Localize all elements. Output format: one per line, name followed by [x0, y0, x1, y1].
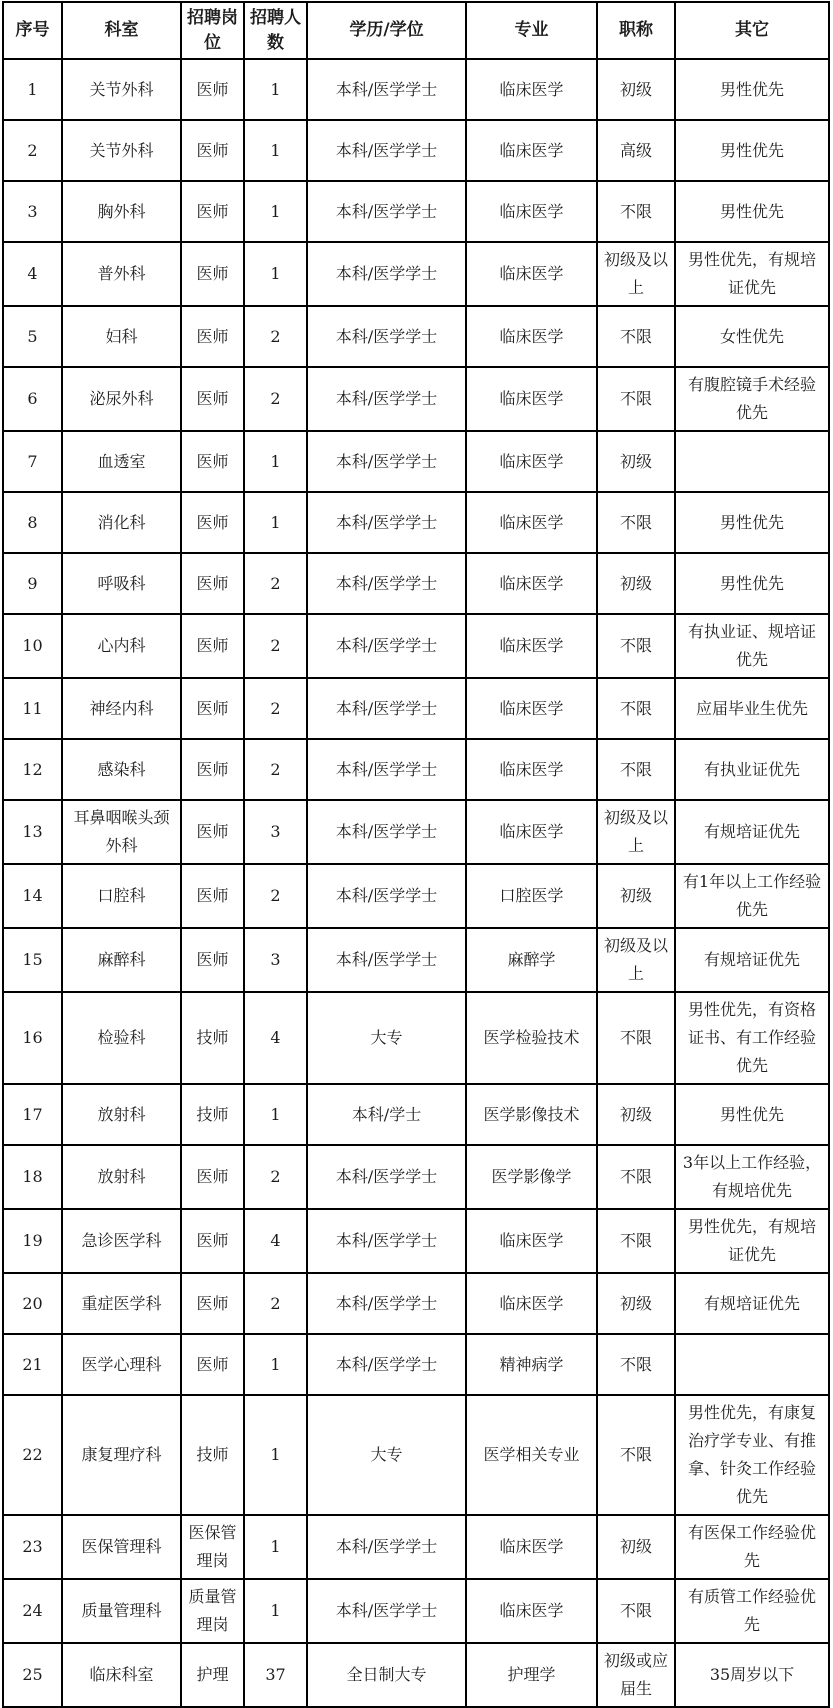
cell-other [675, 431, 829, 492]
cell-serial-no: 9 [3, 553, 62, 614]
cell-major: 临床医学 [466, 306, 597, 367]
cell-education: 本科/医学学士 [307, 864, 466, 928]
cell-education: 大专 [307, 1395, 466, 1515]
cell-position: 医师 [181, 739, 244, 800]
cell-serial-no: 5 [3, 306, 62, 367]
cell-headcount: 1 [244, 431, 307, 492]
cell-serial-no: 2 [3, 120, 62, 181]
cell-title: 不限 [597, 181, 675, 242]
cell-major: 精神病学 [466, 1334, 597, 1395]
cell-other: 男性优先 [675, 181, 829, 242]
cell-title: 初级 [597, 553, 675, 614]
cell-title: 不限 [597, 492, 675, 553]
cell-serial-no: 3 [3, 181, 62, 242]
cell-headcount: 1 [244, 1084, 307, 1145]
cell-position: 医师 [181, 59, 244, 120]
cell-position: 医师 [181, 367, 244, 431]
header-cell-serial-no: 序号 [3, 2, 62, 59]
cell-headcount: 2 [244, 1273, 307, 1334]
cell-department: 放射科 [62, 1084, 181, 1145]
cell-other [675, 1334, 829, 1395]
cell-headcount: 1 [244, 1579, 307, 1643]
cell-serial-no: 14 [3, 864, 62, 928]
cell-department: 胸外科 [62, 181, 181, 242]
cell-headcount: 3 [244, 800, 307, 864]
cell-department: 重症医学科 [62, 1273, 181, 1334]
cell-department: 呼吸科 [62, 553, 181, 614]
table-row [3, 181, 829, 242]
cell-other: 女性优先 [675, 306, 829, 367]
cell-headcount: 2 [244, 739, 307, 800]
cell-title: 初级 [597, 1084, 675, 1145]
cell-major: 医学相关专业 [466, 1395, 597, 1515]
table-row [3, 242, 829, 306]
cell-position: 医师 [181, 928, 244, 992]
cell-title: 初级 [597, 59, 675, 120]
cell-headcount: 4 [244, 992, 307, 1084]
cell-serial-no: 13 [3, 800, 62, 864]
header-cell-position: 招聘岗位 [181, 2, 244, 59]
cell-other: 男性优先，有资格证书、有工作经验优先 [675, 992, 829, 1084]
cell-serial-no: 22 [3, 1395, 62, 1515]
cell-major: 临床医学 [466, 431, 597, 492]
cell-headcount: 1 [244, 492, 307, 553]
cell-position: 技师 [181, 1395, 244, 1515]
cell-major: 临床医学 [466, 120, 597, 181]
cell-position: 医保管理岗 [181, 1515, 244, 1579]
cell-other: 有规培证优先 [675, 800, 829, 864]
cell-title: 初级及以上 [597, 928, 675, 992]
cell-position: 医师 [181, 864, 244, 928]
cell-department: 心内科 [62, 614, 181, 678]
cell-headcount: 2 [244, 306, 307, 367]
cell-education: 全日制大专 [307, 1643, 466, 1707]
cell-position: 医师 [181, 614, 244, 678]
cell-position: 质量管理岗 [181, 1579, 244, 1643]
cell-department: 泌尿外科 [62, 367, 181, 431]
cell-other: 男性优先，有规培证优先 [675, 242, 829, 306]
cell-education: 本科/医学学士 [307, 800, 466, 864]
cell-other: 应届毕业生优先 [675, 678, 829, 739]
cell-education: 本科/医学学士 [307, 1145, 466, 1209]
header-row [3, 2, 829, 59]
cell-position: 医师 [181, 553, 244, 614]
cell-title: 初级 [597, 1515, 675, 1579]
cell-education: 本科/医学学士 [307, 739, 466, 800]
cell-headcount: 1 [244, 1334, 307, 1395]
cell-department: 检验科 [62, 992, 181, 1084]
table-row [3, 992, 829, 1084]
cell-title: 不限 [597, 992, 675, 1084]
table-row [3, 1273, 829, 1334]
cell-other: 3年以上工作经验，有规培优先 [675, 1145, 829, 1209]
table-row [3, 431, 829, 492]
cell-title: 不限 [597, 1395, 675, 1515]
cell-major: 临床医学 [466, 1579, 597, 1643]
cell-department: 医保管理科 [62, 1515, 181, 1579]
cell-serial-no: 11 [3, 678, 62, 739]
cell-department: 关节外科 [62, 59, 181, 120]
cell-major: 临床医学 [466, 800, 597, 864]
cell-headcount: 2 [244, 864, 307, 928]
cell-major: 临床医学 [466, 678, 597, 739]
table-row [3, 1643, 829, 1707]
cell-education: 本科/医学学士 [307, 1273, 466, 1334]
cell-major: 临床医学 [466, 1515, 597, 1579]
cell-position: 医师 [181, 1145, 244, 1209]
cell-department: 临床科室 [62, 1643, 181, 1707]
cell-education: 本科/医学学士 [307, 1579, 466, 1643]
cell-serial-no: 20 [3, 1273, 62, 1334]
table-row [3, 800, 829, 864]
header-cell-title: 职称 [597, 2, 675, 59]
table-row [3, 59, 829, 120]
table-row [3, 1084, 829, 1145]
table-row [3, 492, 829, 553]
cell-headcount: 1 [244, 1395, 307, 1515]
cell-major: 护理学 [466, 1643, 597, 1707]
cell-other: 有执业证、规培证优先 [675, 614, 829, 678]
cell-serial-no: 8 [3, 492, 62, 553]
cell-serial-no: 1 [3, 59, 62, 120]
cell-major: 临床医学 [466, 181, 597, 242]
cell-major: 临床医学 [466, 1209, 597, 1273]
cell-serial-no: 7 [3, 431, 62, 492]
header-cell-department: 科室 [62, 2, 181, 59]
cell-position: 医师 [181, 492, 244, 553]
cell-position: 医师 [181, 800, 244, 864]
cell-department: 关节外科 [62, 120, 181, 181]
cell-department: 神经内科 [62, 678, 181, 739]
cell-other: 男性优先 [675, 492, 829, 553]
cell-title: 不限 [597, 739, 675, 800]
table-row [3, 553, 829, 614]
cell-position: 医师 [181, 1273, 244, 1334]
cell-title: 初级及以上 [597, 242, 675, 306]
cell-other: 有规培证优先 [675, 928, 829, 992]
cell-major: 医学影像学 [466, 1145, 597, 1209]
table-row [3, 367, 829, 431]
cell-major: 医学检验技术 [466, 992, 597, 1084]
cell-serial-no: 10 [3, 614, 62, 678]
header-cell-education: 学历/学位 [307, 2, 466, 59]
cell-education: 本科/医学学士 [307, 678, 466, 739]
cell-headcount: 1 [244, 120, 307, 181]
table-body [3, 59, 829, 1707]
cell-other: 男性优先，有规培证优先 [675, 1209, 829, 1273]
cell-title: 初级 [597, 431, 675, 492]
cell-title: 不限 [597, 1145, 675, 1209]
cell-headcount: 2 [244, 1145, 307, 1209]
cell-headcount: 2 [244, 367, 307, 431]
cell-position: 医师 [181, 306, 244, 367]
cell-serial-no: 6 [3, 367, 62, 431]
cell-serial-no: 21 [3, 1334, 62, 1395]
cell-other: 有规培证优先 [675, 1273, 829, 1334]
cell-position: 医师 [181, 1334, 244, 1395]
cell-department: 麻醉科 [62, 928, 181, 992]
cell-serial-no: 23 [3, 1515, 62, 1579]
cell-other: 男性优先 [675, 553, 829, 614]
cell-major: 临床医学 [466, 242, 597, 306]
cell-major: 临床医学 [466, 59, 597, 120]
cell-position: 医师 [181, 120, 244, 181]
cell-department: 放射科 [62, 1145, 181, 1209]
cell-title: 不限 [597, 614, 675, 678]
cell-major: 麻醉学 [466, 928, 597, 992]
table-row [3, 306, 829, 367]
cell-serial-no: 19 [3, 1209, 62, 1273]
cell-headcount: 3 [244, 928, 307, 992]
cell-education: 大专 [307, 992, 466, 1084]
cell-major: 临床医学 [466, 1273, 597, 1334]
recruitment-table [2, 1, 830, 1708]
cell-headcount: 1 [244, 181, 307, 242]
cell-department: 耳鼻咽喉头颈外科 [62, 800, 181, 864]
cell-headcount: 2 [244, 678, 307, 739]
cell-education: 本科/医学学士 [307, 928, 466, 992]
cell-serial-no: 4 [3, 242, 62, 306]
cell-title: 不限 [597, 1579, 675, 1643]
table-row [3, 928, 829, 992]
cell-title: 初级 [597, 864, 675, 928]
cell-department: 普外科 [62, 242, 181, 306]
cell-department: 康复理疗科 [62, 1395, 181, 1515]
cell-title: 初级或应届生 [597, 1643, 675, 1707]
cell-other: 男性优先 [675, 1084, 829, 1145]
cell-headcount: 37 [244, 1643, 307, 1707]
cell-serial-no: 16 [3, 992, 62, 1084]
table-row [3, 614, 829, 678]
cell-major: 医学影像技术 [466, 1084, 597, 1145]
table-row [3, 1515, 829, 1579]
cell-title: 初级及以上 [597, 800, 675, 864]
cell-position: 医师 [181, 678, 244, 739]
cell-position: 医师 [181, 431, 244, 492]
header-cell-major: 专业 [466, 2, 597, 59]
cell-education: 本科/医学学士 [307, 59, 466, 120]
cell-education: 本科/医学学士 [307, 120, 466, 181]
cell-education: 本科/学士 [307, 1084, 466, 1145]
cell-title: 不限 [597, 367, 675, 431]
table-row [3, 864, 829, 928]
cell-other: 有1年以上工作经验优先 [675, 864, 829, 928]
header-cell-headcount: 招聘人数 [244, 2, 307, 59]
cell-serial-no: 17 [3, 1084, 62, 1145]
table-row [3, 1209, 829, 1273]
cell-title: 不限 [597, 306, 675, 367]
cell-other: 有质管工作经验优先 [675, 1579, 829, 1643]
cell-headcount: 4 [244, 1209, 307, 1273]
cell-education: 本科/医学学士 [307, 306, 466, 367]
cell-department: 急诊医学科 [62, 1209, 181, 1273]
cell-department: 血透室 [62, 431, 181, 492]
cell-other: 男性优先 [675, 59, 829, 120]
cell-education: 本科/医学学士 [307, 242, 466, 306]
table-row [3, 1334, 829, 1395]
cell-serial-no: 18 [3, 1145, 62, 1209]
cell-position: 技师 [181, 1084, 244, 1145]
table-row [3, 1579, 829, 1643]
cell-other: 男性优先，有康复治疗学专业、有推拿、针灸工作经验优先 [675, 1395, 829, 1515]
cell-education: 本科/医学学士 [307, 181, 466, 242]
cell-department: 医学心理科 [62, 1334, 181, 1395]
cell-education: 本科/医学学士 [307, 1515, 466, 1579]
table-row [3, 739, 829, 800]
cell-education: 本科/医学学士 [307, 614, 466, 678]
cell-education: 本科/医学学士 [307, 431, 466, 492]
cell-other: 35周岁以下 [675, 1643, 829, 1707]
cell-other: 男性优先 [675, 120, 829, 181]
cell-position: 技师 [181, 992, 244, 1084]
cell-title: 不限 [597, 1334, 675, 1395]
cell-department: 消化科 [62, 492, 181, 553]
cell-major: 临床医学 [466, 553, 597, 614]
cell-education: 本科/医学学士 [307, 1209, 466, 1273]
cell-major: 临床医学 [466, 614, 597, 678]
cell-headcount: 1 [244, 59, 307, 120]
cell-position: 护理 [181, 1643, 244, 1707]
cell-other: 有执业证优先 [675, 739, 829, 800]
cell-major: 临床医学 [466, 367, 597, 431]
cell-department: 口腔科 [62, 864, 181, 928]
cell-other: 有医保工作经验优先 [675, 1515, 829, 1579]
table-row [3, 120, 829, 181]
cell-education: 本科/医学学士 [307, 492, 466, 553]
cell-title: 不限 [597, 1209, 675, 1273]
table-row [3, 678, 829, 739]
cell-education: 本科/医学学士 [307, 367, 466, 431]
cell-major: 临床医学 [466, 492, 597, 553]
cell-position: 医师 [181, 1209, 244, 1273]
cell-serial-no: 24 [3, 1579, 62, 1643]
cell-other: 有腹腔镜手术经验优先 [675, 367, 829, 431]
cell-title: 初级 [597, 1273, 675, 1334]
cell-education: 本科/医学学士 [307, 553, 466, 614]
cell-department: 质量管理科 [62, 1579, 181, 1643]
cell-serial-no: 12 [3, 739, 62, 800]
cell-education: 本科/医学学士 [307, 1334, 466, 1395]
cell-major: 临床医学 [466, 739, 597, 800]
table-row [3, 1145, 829, 1209]
cell-headcount: 1 [244, 1515, 307, 1579]
cell-headcount: 1 [244, 242, 307, 306]
cell-major: 口腔医学 [466, 864, 597, 928]
cell-department: 妇科 [62, 306, 181, 367]
cell-headcount: 2 [244, 553, 307, 614]
cell-position: 医师 [181, 242, 244, 306]
cell-title: 高级 [597, 120, 675, 181]
cell-title: 不限 [597, 678, 675, 739]
cell-serial-no: 15 [3, 928, 62, 992]
cell-serial-no: 25 [3, 1643, 62, 1707]
cell-position: 医师 [181, 181, 244, 242]
cell-department: 感染科 [62, 739, 181, 800]
header-cell-other: 其它 [675, 2, 829, 59]
cell-headcount: 2 [244, 614, 307, 678]
table-row [3, 1395, 829, 1515]
